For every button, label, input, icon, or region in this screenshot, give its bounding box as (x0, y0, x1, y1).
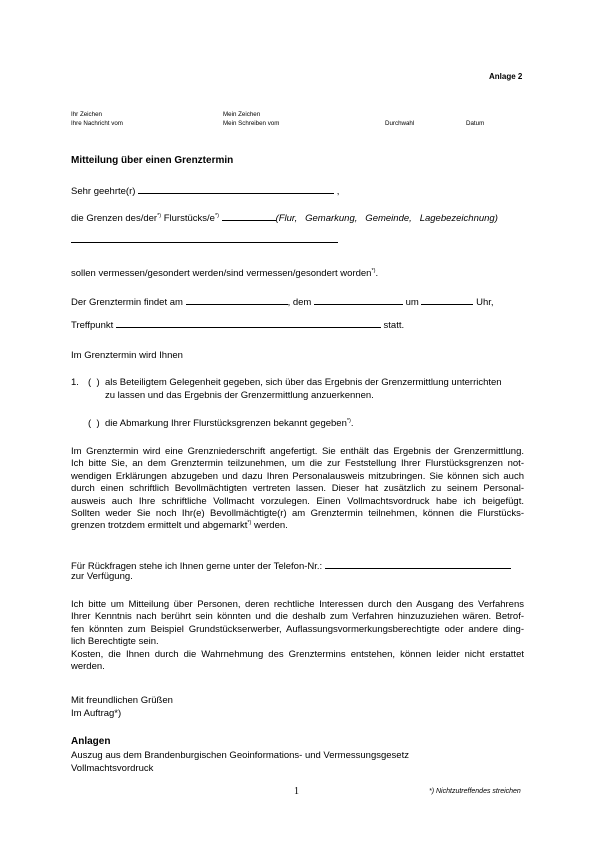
option1-line2: zu lassen und das Ergebnis der Grenzermittlung anzuerkennen. (105, 390, 374, 401)
salutation-row (71, 184, 339, 197)
page-number: 1 (294, 786, 299, 797)
mein-zeichen-label: Mein Zeichen (223, 111, 261, 118)
datum-label: Datum (466, 120, 485, 127)
paragraph-line: Sollten weder Sie noch Ihr(e) Bevollmächtigte(r) am Grenztermin teilnehmen, können die Flurstücks- (71, 508, 524, 520)
paragraph-line: Kosten, die Ihnen durch die Wahrnehmung des Grenztermins entstehen, können leider nicht erstattet (71, 648, 524, 660)
vermessen-end: . (375, 268, 379, 279)
footnote-marker: *) (371, 267, 376, 274)
termin-weekday-field[interactable] (186, 295, 288, 305)
option2-row (105, 418, 354, 429)
footnote-marker: *) (214, 212, 219, 219)
rueckfragen-line2: zur Verfügung. (71, 571, 133, 582)
ihre-nachricht-label: Ihre Nachricht vom (71, 120, 123, 127)
paragraph-line: Ich bitte um Mitteilung über Personen, deren rechtliche Interessen durch den Ausgang des Verfahrens (71, 599, 524, 610)
footnote-text: *) Nichtzutreffendes streichen (429, 788, 521, 795)
ihr-zeichen-label: Ihr Zeichen (71, 111, 102, 118)
termin-date-field[interactable] (314, 295, 403, 305)
option2-checkbox[interactable]: ( ) (88, 418, 100, 429)
termin-row (71, 295, 494, 308)
paragraph1-last-end: werden. (251, 520, 288, 532)
vermessen-row (71, 268, 378, 279)
grenzen-continuation-field[interactable] (71, 241, 338, 243)
option1-number: 1. (71, 377, 79, 388)
option1-checkbox[interactable]: ( ) (88, 377, 100, 388)
paragraph-line (71, 520, 524, 532)
paragraph-line: wendigen Erklärungen abzugeben und dazu Ihren Personalausweis mitzubringen. Sie können sich auch (71, 470, 524, 482)
closing-auftrag: Im Auftrag*) (71, 708, 122, 719)
grenzen-prefix: die Grenzen des/der (71, 213, 158, 224)
salutation-name-field[interactable] (138, 184, 334, 194)
salutation-suffix: , (336, 186, 340, 197)
paragraph-line: fen könnten zum Beispiel Grundstückserwerber, Auflassungsvormerkungsberechtigte oder andere ding- (71, 623, 524, 635)
paragraph1-last-text: grenzen trotzdem ermittelt und abgemarkt (71, 520, 248, 532)
option2-end: . (350, 418, 354, 429)
salutation-prefix: Sehr geehrte(r) (71, 186, 136, 197)
termin-prefix: Der Grenztermin findet am (71, 297, 183, 308)
footnote-marker: *) (157, 212, 162, 219)
anlagen-heading: Anlagen (71, 736, 111, 747)
treffpunkt-suffix: statt. (383, 320, 405, 331)
paragraph-line: ausweis auch Ihre schriftliche Vollmacht vorzulegen. Einen Vollmachtsvordruck habe ich beigefügt. (71, 495, 524, 507)
termin-uhr-label: Uhr, (476, 297, 494, 308)
mein-schreiben-label: Mein Schreiben vom (223, 120, 280, 127)
termin-um-label: um (405, 297, 419, 308)
anlagen-item: Vollmachtsvordruck (71, 763, 154, 774)
paragraph-line: Im Grenztermin wird eine Grenzniederschrift angefertigt. Sie enthält das Ergebnis der Grenzermittlung. (71, 446, 524, 457)
paragraph-line: lich Berechtigte sein. (71, 636, 159, 648)
option1-line1: als Beteiligtem Gelegenheit gegeben, sich über das Ergebnis der Grenzermittlung unterrichten (105, 377, 502, 388)
grenzniederschrift-paragraph (71, 446, 524, 533)
treffpunkt-row (71, 318, 404, 331)
paragraph-line: werden. (71, 661, 105, 673)
telefon-field[interactable] (325, 559, 511, 569)
durchwahl-label: Durchwahl (385, 120, 415, 127)
closing-greeting: Mit freundlichen Grüßen (71, 695, 173, 706)
rueckfragen-text: Für Rückfragen stehe ich Ihnen gerne unter der Telefon-Nr.: (71, 561, 323, 572)
document-title: Mitteilung über einen Grenztermin (71, 155, 234, 166)
footnote-marker: *) (346, 417, 351, 424)
paragraph-line: durch einen schriftlich Bevollmächtigten vertreten lassen. Dieser hat zusätzlich zu seinem Personal- (71, 483, 524, 495)
paragraph-line: Ihrer Kenntnis nach berührt sein könnten und die deshalb zum Verfahren hinzuzuziehen wären. Betrof- (71, 611, 524, 623)
treffpunkt-prefix: Treffpunkt (71, 320, 114, 331)
anlagen-item: Auszug aus dem Brandenburgischen Geoinformations- und Vermessungsgesetz (71, 750, 409, 761)
vermessen-text: sollen vermessen/gesondert werden/sind vermessen/gesondert worden (71, 268, 372, 279)
grenzen-middle: Flurstücks/e (161, 213, 215, 224)
beteiligte-paragraph (71, 599, 524, 673)
annex-label: Anlage 2 (489, 72, 523, 81)
treffpunkt-field[interactable] (116, 318, 381, 328)
termin-dem-label: , dem (287, 297, 312, 308)
im-grenztermin-intro: Im Grenztermin wird Ihnen (71, 350, 183, 361)
option2-text: die Abmarkung Ihrer Flurstücksgrenzen bekannt gegeben (105, 418, 347, 429)
rueckfragen-row (71, 559, 511, 572)
termin-time-field[interactable] (421, 295, 473, 305)
flurstueck-field[interactable] (222, 211, 276, 221)
paragraph-line: Ich bitte Sie, an dem Grenztermin teilzunehmen, um die zur Feststellung Ihrer Flurstücksgrenzen not- (71, 458, 524, 470)
grenzen-row (71, 211, 524, 224)
footnote-marker: *) (247, 520, 252, 527)
grenzen-hint: (Flur, Gemarkung, Gemeinde, Lagebezeichnung) (275, 213, 498, 224)
